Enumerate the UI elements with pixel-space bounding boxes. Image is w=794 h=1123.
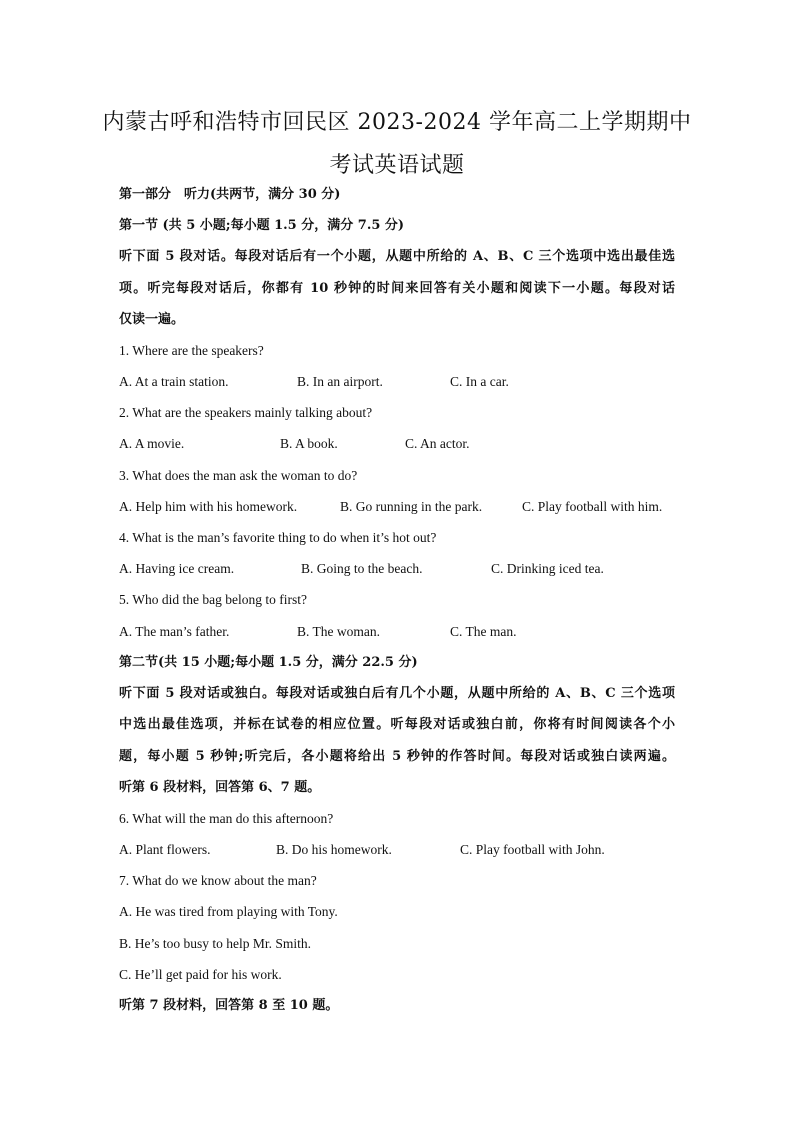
question-4-option-a: A. Having ice cream. [119,561,235,576]
question-6-option-b: B. Do his homework. [276,842,392,857]
section1-heading: 第一节 (共 5 小题;每小题 1.5 分，满分 7.5 分) [119,218,405,233]
section2-heading: 第二节(共 15 小题;每小题 1.5 分，满分 22.5 分) [119,655,418,670]
question-5: 5. Who did the bag belong to first? [119,592,307,607]
section2-instructions-line-3: 题，每小题 5 秒钟;听完后，各小题将给出 5 秒钟的作答时间。每段对话或独白读两遍。 [119,749,675,764]
document-title-line-2: 考试英语试题 [329,153,465,178]
section1-instructions-line-1: 听下面 5 段对话。每段对话后有一个小题，从题中所给的 A、B、C 三个选项中选出最佳选 [119,249,675,264]
question-5-option-c: C. The man. [450,624,517,639]
question-1-option-c: C. In a car. [450,374,509,389]
section1-instructions-line-3: 仅读一遍。 [119,312,185,327]
question-4-option-c: C. Drinking iced tea. [491,561,604,576]
section1-instructions-line-2: 项。听完每段对话后，你都有 10 秒钟的时间来回答有关小题和阅读下一小题。每段对话 [119,281,675,296]
question-3-option-c: C. Play football with him. [522,499,663,514]
question-2: 2. What are the speakers mainly talking about? [119,405,373,420]
part1-heading: 第一部分 听力(共两节，满分 30 分) [119,187,341,202]
question-2-option-a: A. A movie. [119,436,185,451]
question-1-option-a: A. At a train station. [119,374,229,389]
question-7-option-c: C. He’ll get paid for his work. [119,967,282,982]
material-7-heading: 听第 7 段材料，回答第 8 至 10 题。 [119,998,339,1013]
question-3: 3. What does the man ask the woman to do? [119,468,358,483]
section2-instructions-line-1: 听下面 5 段对话或独白。每段对话或独白后有几个小题，从题中所给的 A、B、C 三个选项 [119,686,675,701]
question-3-option-a: A. Help him with his homework. [119,499,298,514]
document-title-line-1: 内蒙古呼和浩特市回民区 2023-2024 学年高二上学期期中 [102,110,692,135]
material-6-heading: 听第 6 段材料，回答第 6、7 题。 [119,780,321,795]
question-4-option-b: B. Going to the beach. [301,561,423,576]
question-5-option-b: B. The woman. [297,624,380,639]
question-2-option-b: B. A book. [280,436,338,451]
question-7: 7. What do we know about the man? [119,873,317,888]
question-1: 1. Where are the speakers? [119,343,264,358]
question-5-option-a: A. The man’s father. [119,624,230,639]
question-1-option-b: B. In an airport. [297,374,383,389]
question-4: 4. What is the man’s favorite thing to do when it’s hot out? [119,530,437,545]
question-6: 6. What will the man do this afternoon? [119,811,334,826]
question-6-option-c: C. Play football with John. [460,842,605,857]
question-7-option-a: A. He was tired from playing with Tony. [119,904,338,919]
section2-instructions-line-2: 中选出最佳选项，并标在试卷的相应位置。听每段对话或独白前，你将有时间阅读各个小 [119,717,675,732]
question-7-option-b: B. He’s too busy to help Mr. Smith. [119,936,312,951]
question-2-option-c: C. An actor. [405,436,470,451]
question-6-option-a: A. Plant flowers. [119,842,211,857]
question-3-option-b: B. Go running in the park. [340,499,483,514]
